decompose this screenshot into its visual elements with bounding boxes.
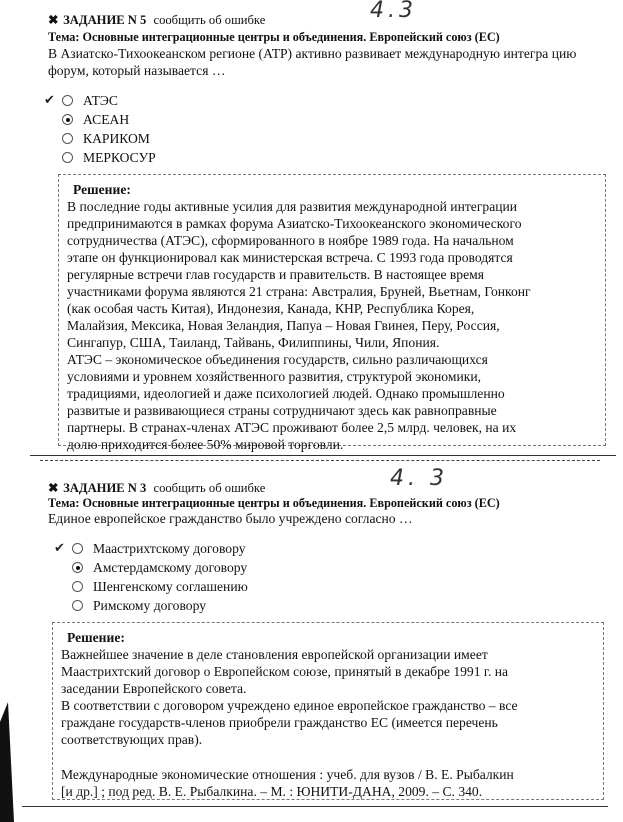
radio-button-selected[interactable] bbox=[72, 562, 83, 573]
answer-option[interactable] bbox=[44, 91, 156, 110]
answer-option[interactable] bbox=[62, 148, 156, 167]
option-label: АТЭС bbox=[83, 93, 118, 108]
answer-option[interactable] bbox=[72, 596, 248, 615]
question-text: Единое европейское гражданство было учреждено согласно … bbox=[48, 511, 413, 526]
close-icon[interactable]: ✖ bbox=[48, 13, 59, 27]
solution-title: Решение: bbox=[67, 630, 125, 645]
report-error-link[interactable]: сообщить об ошибке bbox=[153, 13, 266, 27]
radio-button[interactable] bbox=[62, 95, 73, 106]
task-number: ЗАДАНИЕ N 3 bbox=[63, 481, 147, 495]
option-label: Шенгенскому соглашению bbox=[93, 579, 248, 594]
section-divider bbox=[40, 460, 600, 461]
option-label: Амстердамскому договору bbox=[93, 560, 248, 575]
option-label: Маастрихтскому договору bbox=[93, 541, 246, 556]
radio-button[interactable] bbox=[72, 581, 83, 592]
report-error-link[interactable]: сообщить об ошибке bbox=[153, 481, 266, 495]
radio-button[interactable] bbox=[72, 600, 83, 611]
answer-option[interactable] bbox=[54, 539, 248, 558]
option-label: МЕРКОСУР bbox=[83, 150, 156, 165]
solution-text: В последние годы активные усилия для развития международной интеграции предпринимаются в рамках форума Азиатско-Тихоокеанского экономического сотрудничества (АТЭС), сформированного в ноябре 1989 года. На начальном этапе он функционировал как министерская встреча. С 1993 года проводятся регулярные встречи глав государств и правительств. В настоящее время участниками форума являются 21 страна: Австралия, Бруней, Вьетнам, Гонконг (как особая часть Китая), Индонезия, Канада, КНР, Республика Корея, Малайзия, Мексика, Новая Зеландия, Папуа – Новая Гвинея, Перу, Россия, Сингапур, США, Таиланд, Тайвань, Филиппины, Чили, Япония. АТЭС – экономическое объединения государств, сильно различающихся условиями и уровнем хозяйственного развития, структурой экономики, традициями, идеологией и даже психологией людей. Однако промышленно развитые и развивающиеся страны сотрудничают здесь как равноправные партнеры. В странах-членах АТЭС проживают более 2,5 млрд. человек, на их долю приходится более 50% мировой торговли. bbox=[67, 199, 531, 452]
radio-button[interactable] bbox=[62, 133, 73, 144]
topic-line: Тема: Основные интеграционные центры и объединения. Европейский союз (ЕС) bbox=[48, 496, 500, 510]
scan-edge-shadow bbox=[0, 702, 30, 822]
task-number: ЗАДАНИЕ N 5 bbox=[63, 13, 147, 27]
option-label: КАРИКОМ bbox=[83, 131, 150, 146]
section-divider bbox=[22, 806, 608, 807]
option-label: Римскому договору bbox=[93, 598, 207, 613]
answer-option[interactable] bbox=[72, 558, 248, 577]
correct-check-icon: ✔ bbox=[54, 541, 65, 556]
solution-box bbox=[58, 174, 606, 452]
solution-box bbox=[52, 622, 604, 800]
topic-line: Тема: Основные интеграционные центры и объединения. Европейский союз (ЕС) bbox=[48, 30, 500, 44]
correct-check-icon: ✔ bbox=[44, 93, 55, 108]
reference-citation: Международные экономические отношения : учеб. для вузов / В. Е. Рыбалкин [и др.] ; под ред. В. Е. Рыбалкина. – М. : ЮНИТИ-ДАНА, 2009. – С. 340. bbox=[61, 767, 514, 799]
task-header bbox=[48, 12, 265, 29]
section-divider bbox=[30, 455, 616, 456]
option-label: АСЕАН bbox=[83, 112, 130, 127]
answer-option[interactable] bbox=[62, 110, 156, 129]
answer-option[interactable] bbox=[62, 129, 156, 148]
close-icon[interactable]: ✖ bbox=[48, 481, 59, 495]
answer-options bbox=[54, 539, 248, 615]
solution-text: Важнейшее значение в деле становления европейской организации имеет Маастрихтский договор о Европейском союзе, принятый в декабре 1991 г. на заседании Европейского совета. В соответствии с договором учреждено единое европейское гражданство – все граждане государств-членов приобрели гражданство ЕС (имеется перечень соответствующих прав). bbox=[61, 647, 518, 747]
grade-mark: 4.3 bbox=[370, 0, 417, 23]
answer-option[interactable] bbox=[72, 577, 248, 596]
grade-mark: 4. 3 bbox=[390, 466, 448, 491]
radio-button[interactable] bbox=[62, 152, 73, 163]
radio-button-selected[interactable] bbox=[62, 114, 73, 125]
question-text: В Азиатско-Тихоокеанском регионе (АТР) активно развивает международную интегра цию форум, который называется … bbox=[48, 46, 577, 78]
radio-button[interactable] bbox=[72, 543, 83, 554]
answer-options bbox=[44, 91, 156, 167]
solution-title: Решение: bbox=[73, 182, 131, 197]
